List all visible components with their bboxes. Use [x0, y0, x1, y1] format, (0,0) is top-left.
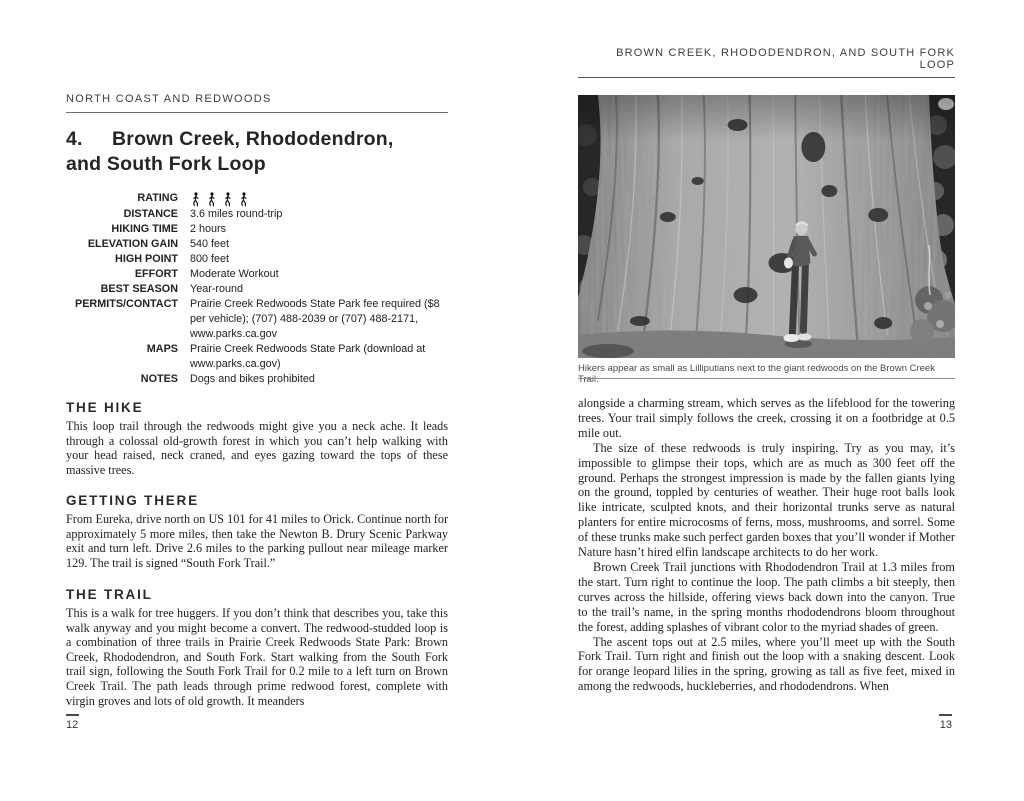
hiker-icon: [238, 192, 249, 207]
stat-value: 2 hours: [190, 223, 227, 235]
left-page: [66, 0, 448, 801]
stat-value: Prairie Creek Redwoods State Park (download at www.parks.ca.gov): [190, 343, 426, 370]
stat-label: ELEVATION GAIN: [87, 238, 178, 250]
body-paragraph: alongside a charming stream, which serves as the lifeblood for the towering trees. Your trail simply follows the creek, crossing it on a footbridge at 0.5 mile out.: [578, 396, 955, 440]
stat-label: HIGH POINT: [115, 253, 178, 265]
section-body: This loop trail through the redwoods might give you a neck ache. It leads through a colossal old-growth forest in which you can’t help walking with your head raised, neck craned, and eyes gazing toward the tops of these massive trees.: [66, 419, 448, 477]
photo-caption: Hikers appear as small as Lilliputians next to the giant redwoods on the Brown Creek Trail.: [578, 363, 935, 385]
stat-value: Year-round: [190, 283, 244, 295]
stat-row: [66, 282, 448, 297]
body-paragraph: Brown Creek Trail junctions with Rhododendron Trail at 1.3 miles from the start. Turn right to continue the loop. The path climbs a bit steeply, then curves across the hillside, offering views back down into the canyon. True to the trail’s name, in the spring months rhododendrons bloom throughout the forest, adding splashes of vibrant color to the myriad shades of green.: [578, 559, 955, 634]
hike-title: [66, 127, 448, 177]
stat-row: [66, 267, 448, 282]
hiker-icon: [190, 192, 201, 207]
body-paragraph: The ascent tops out at 2.5 miles, where you’ll meet up with the South Fork Trail. Turn right and finish out the loop with a snaking descent. Look for orange leopard lilies in the spring, growing as tall as five feet, mixed in among the redwoods, huckleberries, and rhododendrons. When: [578, 634, 955, 694]
stat-row: [66, 252, 448, 267]
page-number: 12: [66, 719, 79, 731]
stat-label: MAPS: [146, 343, 178, 355]
footer-rule: [66, 714, 79, 716]
stat-row-rating: [66, 191, 448, 207]
stat-label: HIKING TIME: [111, 223, 178, 235]
stat-row: [66, 237, 448, 252]
stat-row: [66, 297, 448, 342]
stat-label: DISTANCE: [123, 208, 178, 220]
stat-value: Prairie Creek Redwoods State Park fee required ($8 per vehicle); (707) 488-2039 or (707) 488-2171, www.parks.ca.gov: [190, 298, 440, 340]
caption-rule: [578, 378, 955, 379]
left-page-footer: [66, 714, 79, 731]
section-body: This is a walk for tree huggers. If you don’t think that describes you, take this walk anyway and you might become a convert. The redwood-studded loop is a combination of three trails in Prairie Creek Redwoods State Park: Brown Creek, Rhododendron, and South Fork. Start walking from the South Fork trail sign, following the South Fork Trail for 0.2 mile to a left turn on Brown Creek Trail. The path leads through prime redwood forest, complete with virgin groves and lots of old growth. It meanders: [66, 606, 448, 708]
section-heading: THE HIKE: [66, 400, 144, 415]
page-number: 13: [939, 719, 952, 731]
section-the-trail: [66, 587, 448, 708]
footer-rule: [939, 714, 952, 716]
stat-label: NOTES: [140, 373, 178, 385]
hike-number: 4.: [66, 128, 83, 150]
hike-title-line2: and South Fork Loop: [66, 153, 266, 175]
stat-value: 800 feet: [190, 253, 230, 265]
stat-value: Moderate Workout: [190, 268, 279, 280]
stat-label: EFFORT: [134, 268, 178, 280]
section-heading: THE TRAIL: [66, 587, 153, 602]
hike-stats: [66, 191, 448, 387]
rating-icons: [190, 191, 448, 207]
stat-row: [66, 342, 448, 372]
body-paragraph: The size of these redwoods is truly inspiring. Try as you may, it’s impossible to glimpse their tops, which are as much as 300 feet off the ground. Perhaps the strongest impression is made by the fallen giants lying on the ground, toppled by centuries of weather. Their huge root balls look like intricate, sculpted knots, and their horizontal trunks serve as natural planters for entire microcosms of ferns, moss, mushrooms, and sorrel. Some of these trunks make such perfect garden boxes that you’ll wonder if Mother Nature hasn’t hired elfin landscape architects to do her work.: [578, 440, 955, 560]
hike-title-line1: Brown Creek, Rhododendron,: [112, 128, 394, 150]
stat-row: [66, 372, 448, 387]
stat-row: [66, 222, 448, 237]
stat-label: PERMITS/CONTACT: [75, 298, 178, 310]
redwood-photo-illustration: [578, 95, 955, 358]
right-body-text: [578, 396, 955, 694]
stat-value: 3.6 miles round-trip: [190, 208, 283, 220]
section-getting-there: [66, 493, 448, 570]
section-kicker: NORTH COAST AND REDWOODS: [66, 93, 448, 113]
right-page: [578, 0, 955, 801]
hiker-icon: [206, 192, 217, 207]
stat-value: 540 feet: [190, 238, 230, 250]
stat-value: Dogs and bikes prohibited: [190, 373, 315, 385]
running-head: BROWN CREEK, RHODODENDRON, AND SOUTH FORK LOOP: [578, 47, 955, 78]
stat-label: BEST SEASON: [100, 283, 178, 295]
section-body: From Eureka, drive north on US 101 for 41 miles to Orick. Continue north for approximately 5 more miles, then take the Newton B. Drury Scenic Parkway exit and turn left. Drive 2.6 miles to the parking pullout near mileage marker 129. The trail is signed “South Fork Trail.”: [66, 512, 448, 570]
hiker-icon: [222, 192, 233, 207]
section-heading: GETTING THERE: [66, 493, 199, 508]
trail-photo: [578, 95, 955, 358]
section-the-hike: [66, 400, 448, 477]
right-page-footer: [939, 714, 952, 731]
stat-row: [66, 207, 448, 222]
stat-label: RATING: [137, 192, 178, 204]
